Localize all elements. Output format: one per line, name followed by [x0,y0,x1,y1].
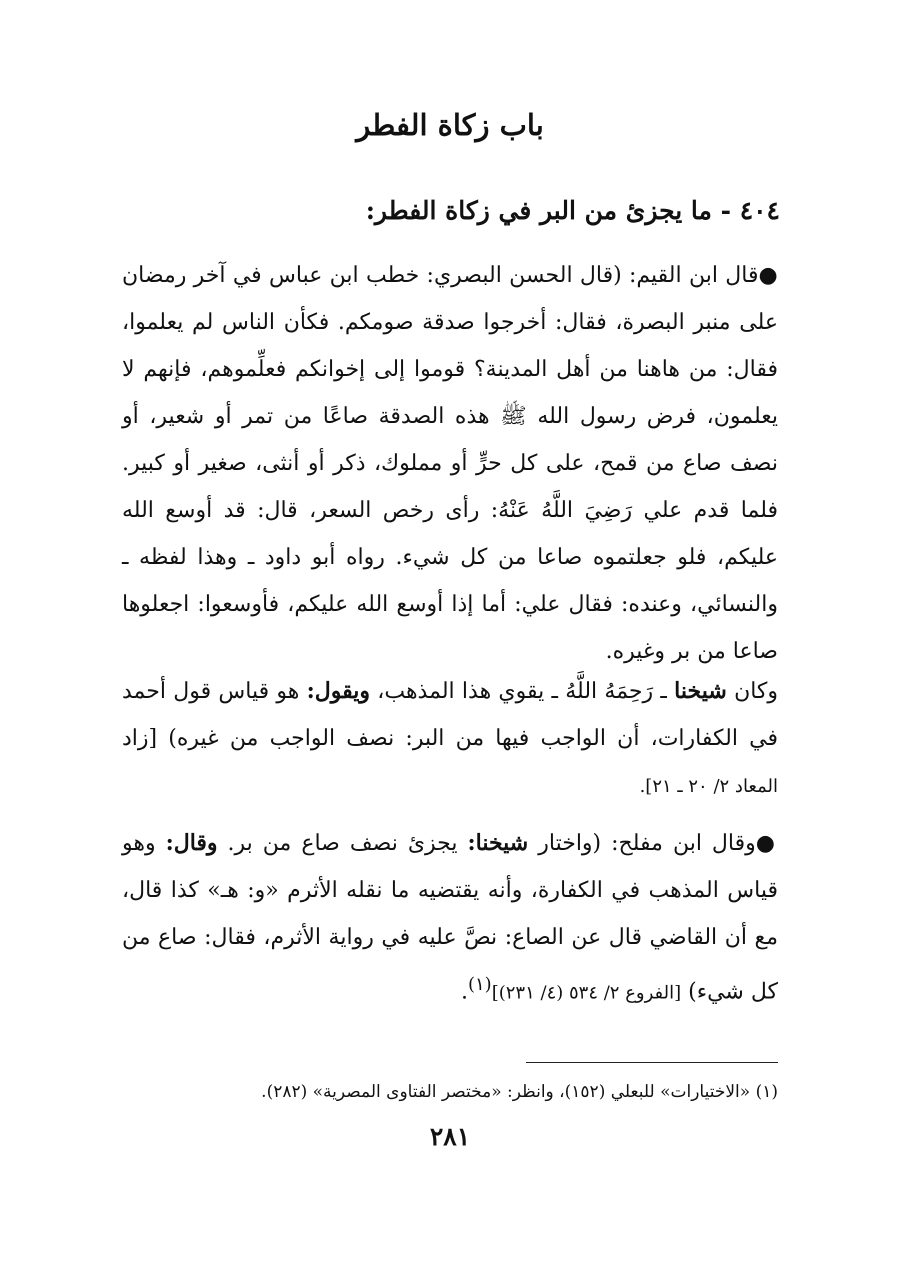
yaqul-label: ويقول: [306,678,370,704]
footnote-marker: (١) [467,974,492,995]
paragraph-text: قال ابن القيم: (قال الحسن البصري: خطب ابن عباس في آخر رمضان على منبر البصرة، فقال: أخرجوا صدقة صومكم. فكأن الناس لم يعلموا، فقال: من هاهنا من أهل المدينة؟ قوموا إلى إخوانكم فعلِّموهم، فإنهم لا يعلمون، فرض رسول الله ﷺ هذه الصدقة صاعًا من تمر أو شعير، أو نصف صاع من قمح، على كل حرٍّ أو مملوك، ذكر أو أنثى، صغير أو كبير. فلما قدم علي رَضِيَ اللَّهُ عَنْهُ: رأى رخص السعر، قال: قد أوسع الله عليكم، فلو جعلتموه صاعا من كل شيء. رواه أبو داود ـ وهذا لفظه ـ والنسائي، وعنده: فقال علي: أما إذا أوسع الله عليكم، فأوسعوا: اجعلوها صاعا من بر وغيره. [122,263,778,664]
shaykh-label: شيخنا [674,678,727,704]
paragraph-rest: وهو قياس المذهب في الكفارة، وأنه يقتضيه ما نقله الأثرم «و: هـ» كذا قال، مع أن القاضي قال عن الصاع: نصَّ عليه في رواية الأثرم، فقال: صاع من كل شيء) [122,831,778,1005]
paragraph-ibn-muflih [122,820,778,1016]
qala-label: وقال: [165,830,218,856]
shaykh-label: شيخنا: [467,830,529,856]
source-reference: المعاد ٢/ ٢٠ ـ ٢١]. [639,776,778,797]
bullet-icon: ● [758,262,778,288]
section-heading: ٤٠٤ - ما يجزئ من البر في زكاة الفطر: [365,196,780,225]
paragraph-shaykh-opinion [122,668,778,810]
bullet-icon: ● [755,830,778,856]
paragraph-rest: هو قياس قول أحمد في الكفارات، أن الواجب فيها من البر: نصف الواجب من غيره) [زاد [122,679,778,751]
paragraph-mid: ـ رَحِمَهُ اللَّهُ ـ يقوي هذا المذهب، [377,679,667,704]
footnote: (١) «الاختيارات» للبعلي (١٥٢)، وانظر: «مختصر الفتاوى المصرية» (٢٨٢). [261,1082,778,1102]
paragraph-end: . [460,979,468,1005]
paragraph-mid: يجزئ نصف صاع من بر. [227,831,458,856]
paragraph-lead: وقال ابن مفلح: (واختار [538,831,756,856]
paragraph-ibn-qayyim [122,252,778,675]
page-number: ٢٨١ [429,1122,471,1151]
chapter-title: باب زكاة الفطر [356,108,544,142]
footnote-divider [526,1062,778,1063]
source-reference: [الفروع ٢/ ٥٣٤ (٤/ ٢٣١)] [491,982,682,1004]
paragraph-lead: وكان [734,679,779,704]
